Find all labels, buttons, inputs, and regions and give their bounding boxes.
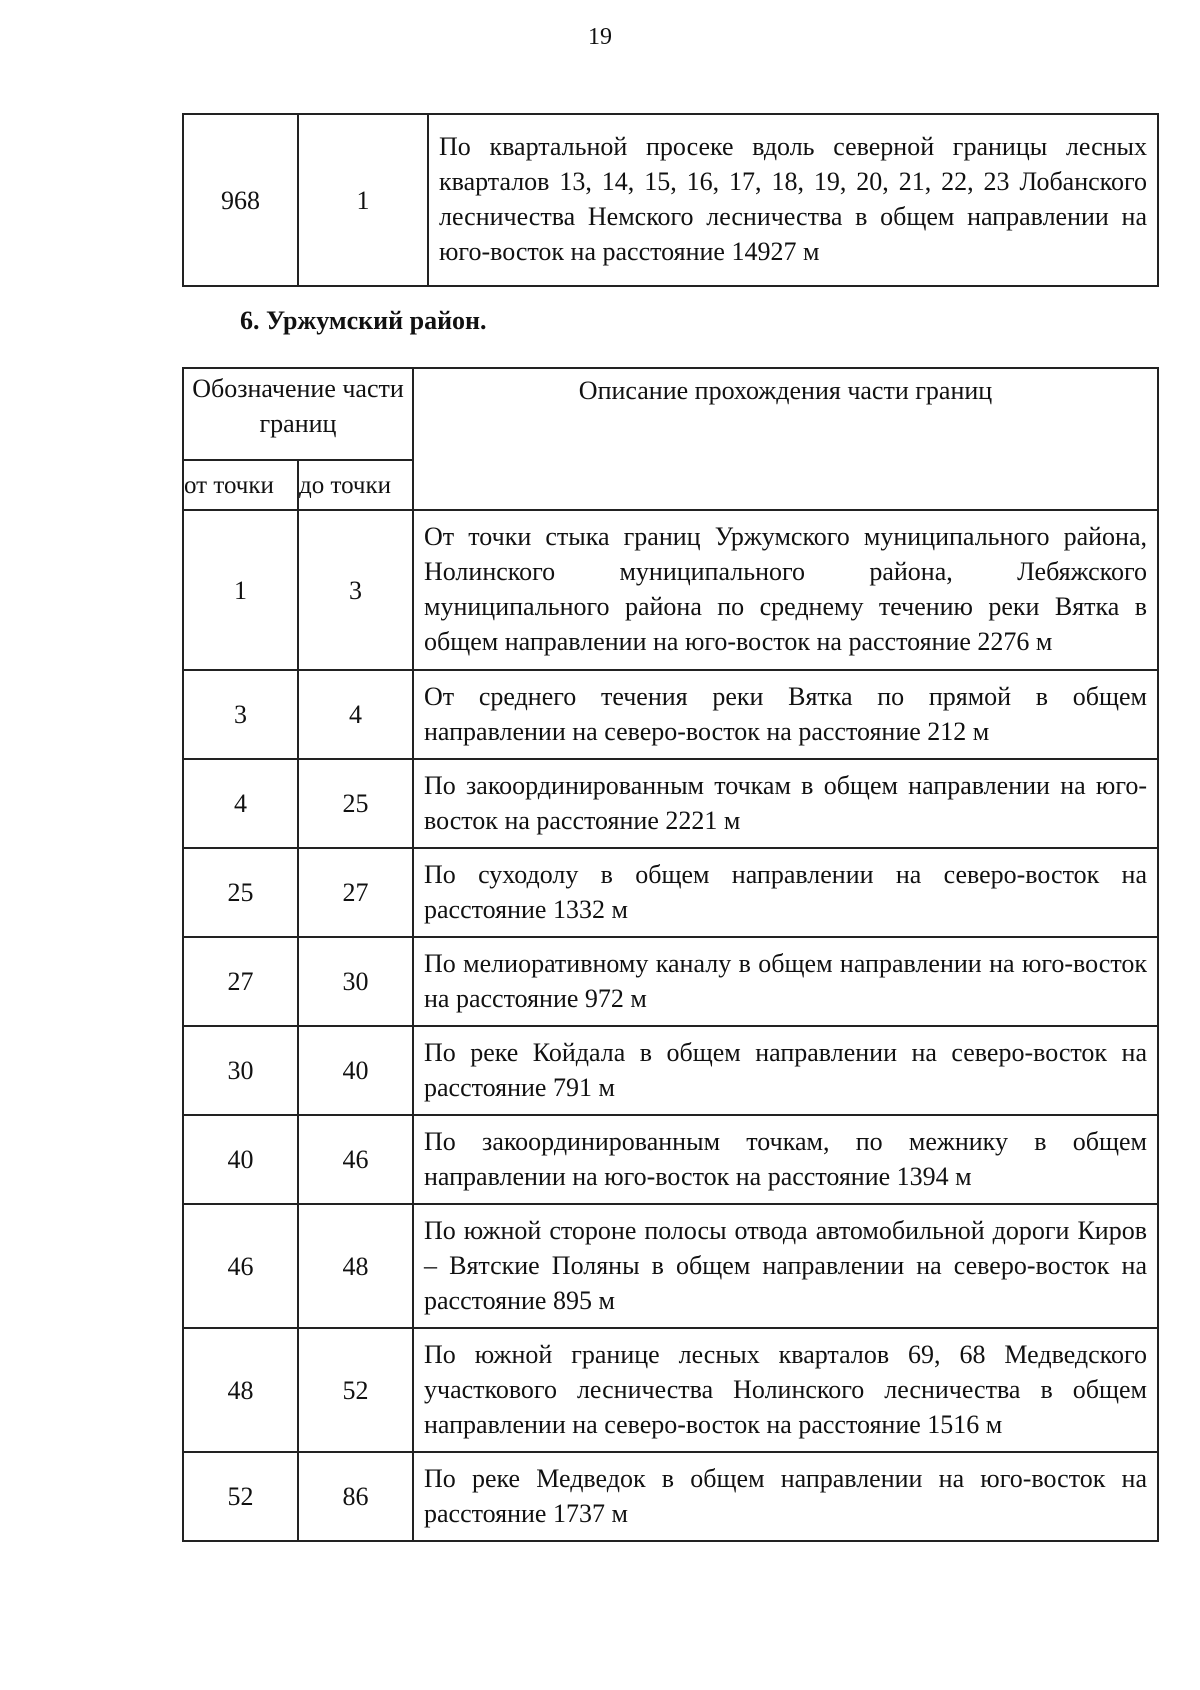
- to-point-cell: 3: [298, 510, 413, 670]
- table-body: [183, 510, 1158, 1541]
- from-point-cell: 25: [183, 848, 298, 937]
- table-row: [183, 114, 1158, 286]
- table-row: [183, 1026, 1158, 1115]
- table-row: [183, 510, 1158, 670]
- from-point-cell: 968: [183, 114, 298, 286]
- description-cell: По мелиоративному каналу в общем направлении на юго-восток на расстояние 972 м: [413, 937, 1158, 1026]
- description-header: Описание прохождения части границ: [413, 368, 1158, 510]
- page-number: 19: [588, 24, 612, 50]
- boundary-table: [182, 367, 1159, 1542]
- continuation-table: [182, 113, 1159, 287]
- from-point-cell: 30: [183, 1026, 298, 1115]
- description-cell: По квартальной просеке вдоль северной границы лесных кварталов 13, 14, 15, 16, 17, 18, 19, 20, 21, 22, 23 Лобанского лесничества Немского лесничества в общем направлении на юго-восток на расстояние 14927 м: [428, 114, 1158, 286]
- to-point-cell: 4: [298, 670, 413, 759]
- description-cell: От точки стыка границ Уржумского муниципального района, Нолинского муниципального района, Лебяжского муниципального района по среднему течению реки Вятка в общем направлении на юго-восток на расстояние 2276 м: [413, 510, 1158, 670]
- from-point-cell: 3: [183, 670, 298, 759]
- table-row: [183, 937, 1158, 1026]
- description-cell: По южной стороне полосы отвода автомобильной дороги Киров – Вятские Поляны в общем направлении на северо-восток на расстояние 895 м: [413, 1204, 1158, 1328]
- from-point-cell: 46: [183, 1204, 298, 1328]
- designation-header: Обозначение части границ: [183, 368, 413, 460]
- table-row: [183, 1452, 1158, 1541]
- table-row: [183, 848, 1158, 937]
- section-heading: 6. Уржумский район.: [240, 306, 487, 335]
- table-row: [183, 1115, 1158, 1204]
- to-point-cell: 48: [298, 1204, 413, 1328]
- to-point-header: до точки: [298, 460, 413, 510]
- from-point-cell: 52: [183, 1452, 298, 1541]
- to-point-cell: 86: [298, 1452, 413, 1541]
- description-cell: По закоординированным точкам в общем направлении на юго-восток на расстояние 2221 м: [413, 759, 1158, 848]
- description-cell: От среднего течения реки Вятка по прямой в общем направлении на северо-восток на расстояние 212 м: [413, 670, 1158, 759]
- header-row: [183, 368, 1158, 460]
- to-point-cell: 46: [298, 1115, 413, 1204]
- from-point-cell: 40: [183, 1115, 298, 1204]
- from-point-cell: 48: [183, 1328, 298, 1452]
- from-point-cell: 4: [183, 759, 298, 848]
- to-point-cell: 27: [298, 848, 413, 937]
- from-point-header: от точки: [183, 460, 298, 510]
- table-row: [183, 759, 1158, 848]
- table-row: [183, 1328, 1158, 1452]
- to-point-cell: 52: [298, 1328, 413, 1452]
- to-point-cell: 40: [298, 1026, 413, 1115]
- to-point-cell: 30: [298, 937, 413, 1026]
- from-point-cell: 27: [183, 937, 298, 1026]
- to-point-cell: 1: [298, 114, 428, 286]
- description-cell: По южной границе лесных кварталов 69, 68 Медведского участкового лесничества Нолинского лесничества в общем направлении на северо-восток на расстояние 1516 м: [413, 1328, 1158, 1452]
- description-cell: По реке Койдала в общем направлении на северо-восток на расстояние 791 м: [413, 1026, 1158, 1115]
- from-point-cell: 1: [183, 510, 298, 670]
- table-row: [183, 1204, 1158, 1328]
- description-cell: По закоординированным точкам, по межнику в общем направлении на юго-восток на расстояние 1394 м: [413, 1115, 1158, 1204]
- description-cell: По реке Медведок в общем направлении на юго-восток на расстояние 1737 м: [413, 1452, 1158, 1541]
- to-point-cell: 25: [298, 759, 413, 848]
- table-row: [183, 670, 1158, 759]
- description-cell: По суходолу в общем направлении на северо-восток на расстояние 1332 м: [413, 848, 1158, 937]
